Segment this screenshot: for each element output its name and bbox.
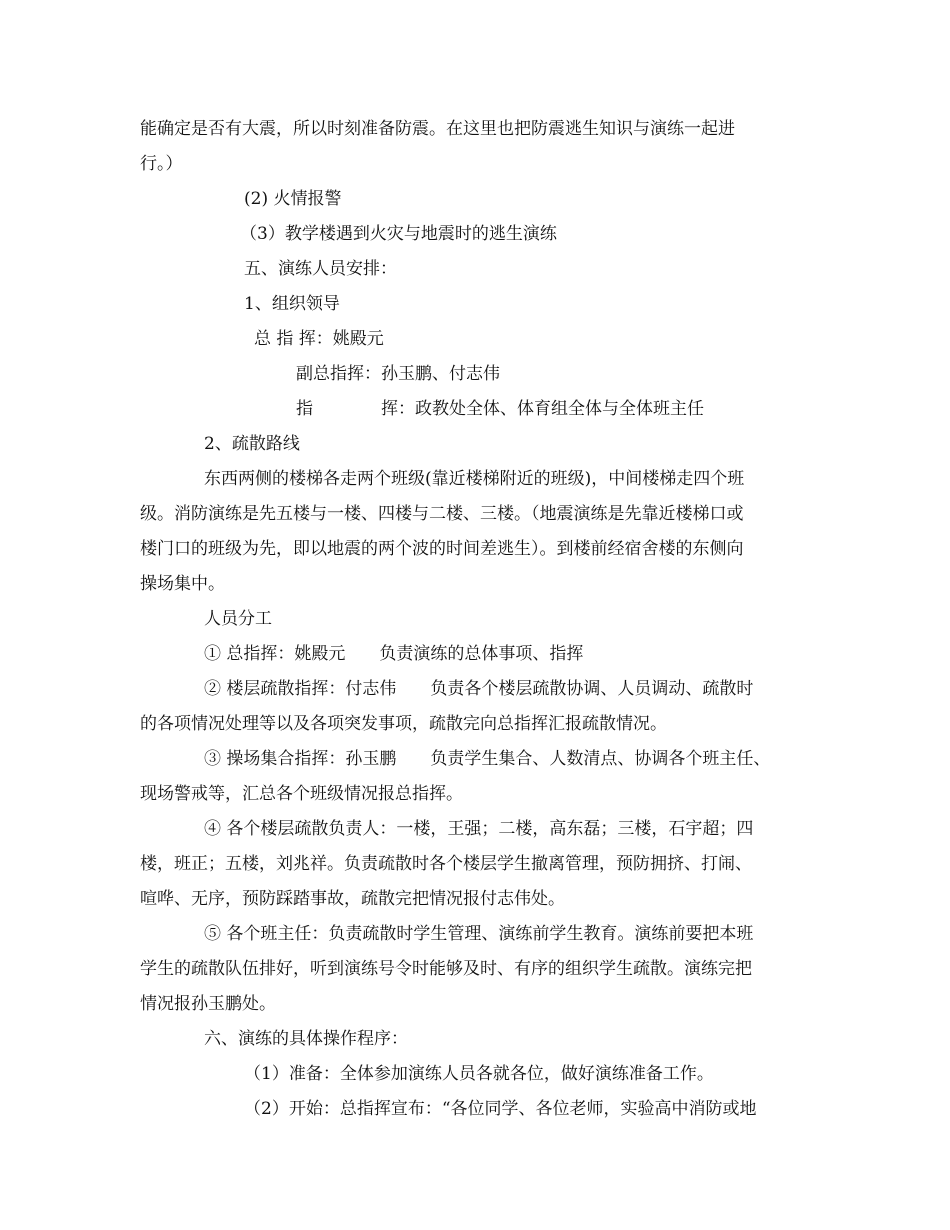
duty-item: ① 总指挥：姚殿元 负责演练的总体事项、指挥 (204, 644, 584, 664)
paragraph-line: 的各项情况处理等以及各项突发事项，疏散完向总指挥汇报疏散情况。 (140, 714, 667, 734)
paragraph-line: 能确定是否有大震，所以时刻准备防震。在这里也把防震逃生知识与演练一起进 (140, 119, 735, 139)
paragraph-line: 级。消防演练是先五楼与一楼、四楼与二楼、三楼。（地震演练是先靠近楼梯口或 (140, 504, 744, 524)
procedure-step: （1）准备：全体参加演练人员各就各位，做好演练准备工作。 (244, 1064, 714, 1084)
subsection-heading: 人员分工 (204, 609, 272, 629)
subsection-heading: 1、组织领导 (244, 294, 340, 314)
paragraph-line: 行。） (140, 154, 183, 174)
section-heading: 五、演练人员安排： (244, 259, 397, 279)
paragraph-line: 楼门口的班级为先，即以地震的两个波的时间差逃生）。到楼前经宿舍楼的东侧向 (140, 539, 744, 559)
paragraph-line: 喧哗、无序，预防踩踏事故，疏散完把情况报付志伟处。 (140, 889, 565, 909)
paragraph-line: 现场警戒等，汇总各个班级情况报总指挥。 (140, 784, 463, 804)
procedure-step: （2）开始：总指挥宣布：“各位同学、各位老师，实验高中消防或地 (244, 1099, 757, 1119)
duty-item: ⑤ 各个班主任：负责疏散时学生管理、演练前学生教育。演练前要把本班 (204, 924, 754, 944)
paragraph-line: 操场集中。 (140, 574, 225, 594)
duty-item: ③ 操场集合指挥：孙玉鹏 负责学生集合、人数清点、协调各个班主任、 (204, 749, 771, 769)
duty-item: ② 楼层疏散指挥：付志伟 负责各个楼层疏散协调、人员调动、疏散时 (204, 679, 754, 699)
role-line: 总 指 挥：姚殿元 (254, 329, 384, 349)
subsection-heading: 2、疏散路线 (204, 434, 300, 454)
paragraph-line: 学生的疏散队伍排好，听到演练号令时能够及时、有序的组织学生疏散。演练完把 (140, 959, 752, 979)
section-heading: 六、演练的具体操作程序： (204, 1029, 408, 1049)
paragraph-line: 东西两侧的楼梯各走两个班级(靠近楼梯附近的班级)，中间楼梯走四个班 (204, 469, 745, 489)
paragraph-line: 情况报孙玉鹏处。 (140, 994, 276, 1014)
role-line: 副总指挥：孙玉鹏、付志伟 (296, 364, 500, 384)
list-item: （3）教学楼遇到火灾与地震时的逃生演练 (240, 224, 557, 244)
duty-item: ④ 各个楼层疏散负责人：一楼，王强；二楼，高东磊；三楼，石宇超；四 (204, 819, 754, 839)
paragraph-line: 楼，班正；五楼，刘兆祥。负责疏散时各个楼层学生撤离管理，预防拥挤、打闹、 (140, 854, 752, 874)
role-line: 指 挥：政教处全体、体育组全体与全体班主任 (296, 399, 704, 419)
list-item: (2) 火情报警 (244, 189, 342, 209)
